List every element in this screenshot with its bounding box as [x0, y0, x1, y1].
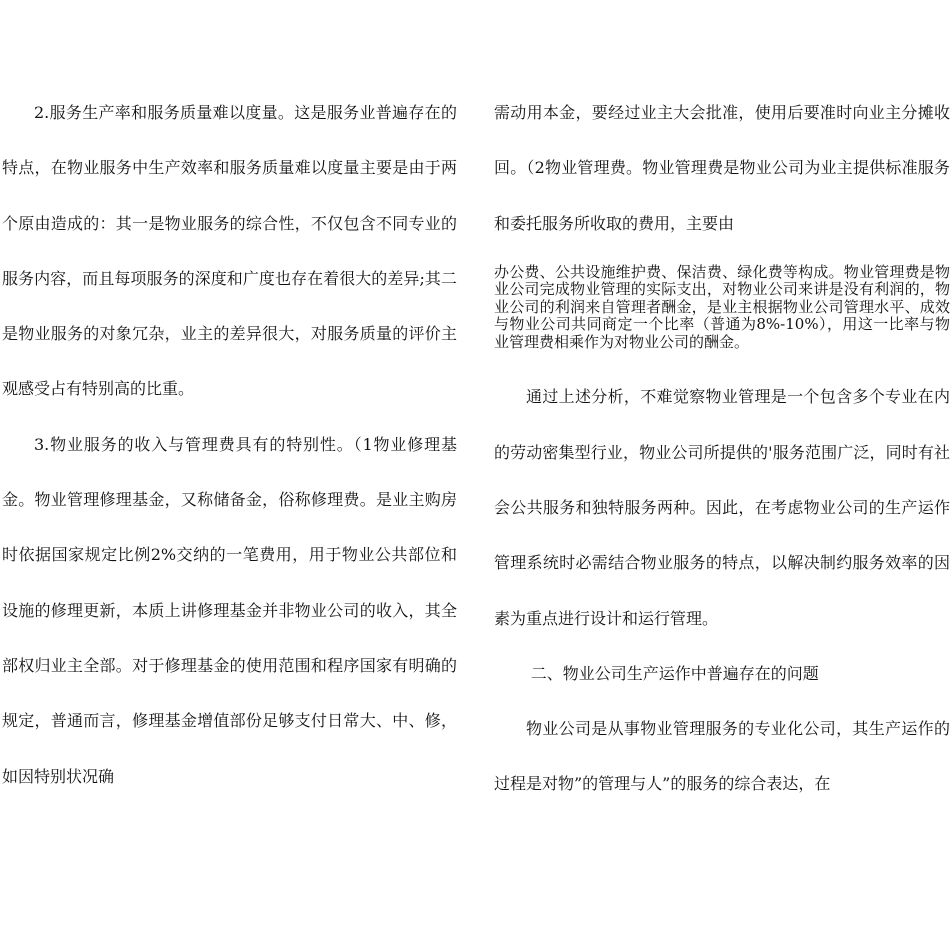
paragraph-service-productivity: 2.服务生产率和服务质量难以度量。这是服务业普遍存在的特点，在物业服务中生产效率和服务质量难以度量主要是由于两个原由造成的：其一是物业服务的综合性，不仅包含不同专业的服务内容，而且每项服务的深度和广度也存在着很大的差异;其二是物业服务的对象冗杂，业主的差异很大，对服务质量的评价主观感受占有特别高的比重。 — [2, 103, 457, 399]
right-column — [494, 85, 950, 812]
left-column — [2, 85, 457, 804]
paragraph-company-operations: 物业公司是从事物业管理服务的专业化公司，其生产运作的过程是对物”的管理与人”的服务的综合表达，在 — [494, 719, 950, 794]
paragraph-fund-usage-continued: 需动用本金，要经过业主大会批准，使用后要准时向业主分摊收回。（2物业管理费。物业管理费是物业公司为业主提供标准服务和委托服务所收取的费用，主要由 — [494, 103, 950, 233]
paragraph-management-fee-composition: 办公费、公共设施维护费、保洁费、绿化费等构成。物业管理费是物业公司完成物业管理的实际支出，对物业公司来讲是没有利润的，物业公司的利润来自管理者酬金，是业主根据物业公司管理水平、成效与物业公司共同商定一个比率（普通为8%-10%），用这一比率与物业管理费相乘作为对物业公司的酬金。 — [494, 262, 950, 351]
paragraph-income-and-fees: 3.物业服务的收入与管理费具有的特别性。（1物业修理基金。物业管理修理基金，又称储备金，俗称修理费。是业主购房时依据国家规定比例2%交纳的一笔费用，用于物业公共部位和设施的修理更新，本质上讲修理基金并非物业公司的收入，其全部权归业主全部。对于修理基金的使用范围和程序国家有明确的规定，普通而言，修理基金增值部份足够支付日常大、中、修，如因特别状况确 — [2, 434, 457, 786]
section-heading: 二、物业公司生产运作中普遍存在的问题 — [530, 663, 819, 683]
paragraph-analysis-summary: 通过上述分析，不难觉察物业管理是一个包含多个专业在内的劳动密集型行业，物业公司所提供的'服务范围广泛，同时有社会公共服务和独特服务两种。因此，在考虑物业公司的生产运作管理系统时必需结合物业服务的特点，以解决制约服务效率的因素为重点进行设计和运行管理。 — [494, 387, 950, 628]
